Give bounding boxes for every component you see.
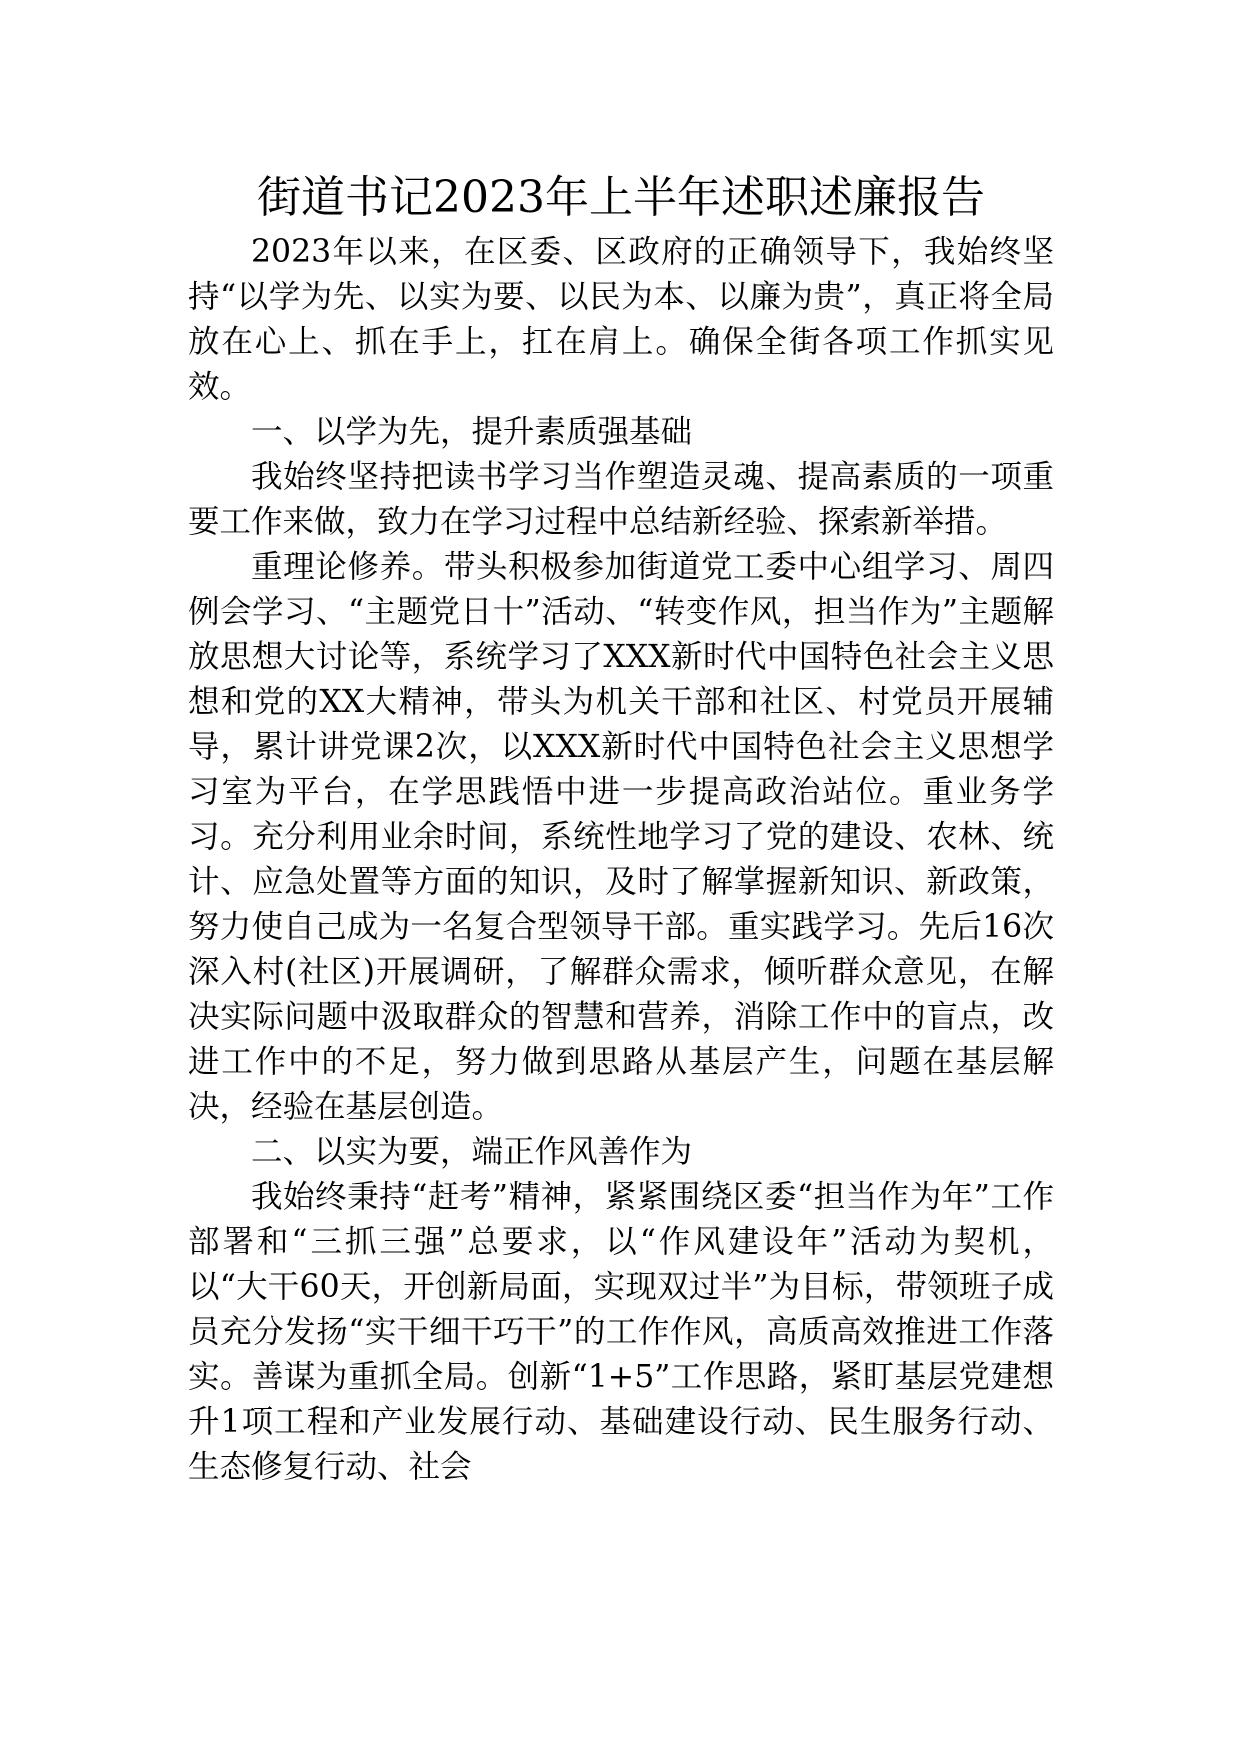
section-2-heading: 二、以实为要，端正作风善作为 [251,1134,693,1170]
section-1-heading: 一、以学为先，提升素质强基础 [251,414,693,450]
document-title: 街道书记2023年上半年述职述廉报告 [257,172,985,223]
section-1-paragraph-1: 我始终坚持把读书学习当作塑造灵魂、提高素质的一项重要工作来做，致力在学习过程中总结新经验、探索新举措。 [188,459,1054,540]
section-2-paragraph-1: 我始终秉持“赶考”精神，紧紧围绕区委“担当作为年”工作部署和“三抓三强”总要求，以“作风建设年”活动为契机，以“大干60天，开创新局面，实现双过半”为目标，带领班子成员充分发扬“实干细干巧干”的工作作风，高质高效推进工作落实。善谋为重抓全局。创新“1+5”工作思路，紧盯基层党建想升1项工程和产业发展行动、基础建设行动、民生服务行动、生态修复行动、社会 [188,1179,1054,1485]
intro-paragraph: 2023年以来，在区委、区政府的正确领导下，我始终坚持“以学为先、以实为要、以民为本、以廉为贵”，真正将全局放在心上、抓在手上，扛在肩上。确保全街各项工作抓实见效。 [188,234,1054,405]
section-1-paragraph-2: 重理论修养。带头积极参加街道党工委中心组学习、周四例会学习、“主题党日十”活动、“转变作风，担当作为”主题解放思想大讨论等，系统学习了XXX新时代中国特色社会主义思想和党的XX大精神，带头为机关干部和社区、村党员开展辅导，累计讲党课2次，以XXX新时代中国特色社会主义思想学习室为平台，在学思践悟中进一步提高政治站位。重业务学习。充分利用业余时间，系统性地学习了党的建设、农林、统计、应急处置等方面的知识，及时了解掌握新知识、新政策，努力使自己成为一名复合型领导干部。重实践学习。先后16次深入村(社区)开展调研，了解群众需求，倾听群众意见，在解决实际问题中汲取群众的智慧和营养，消除工作中的盲点，改进工作中的不足，努力做到思路从基层产生，问题在基层解决，经验在基层创造。 [188,549,1054,1125]
document-page [188,170,1054,1490]
